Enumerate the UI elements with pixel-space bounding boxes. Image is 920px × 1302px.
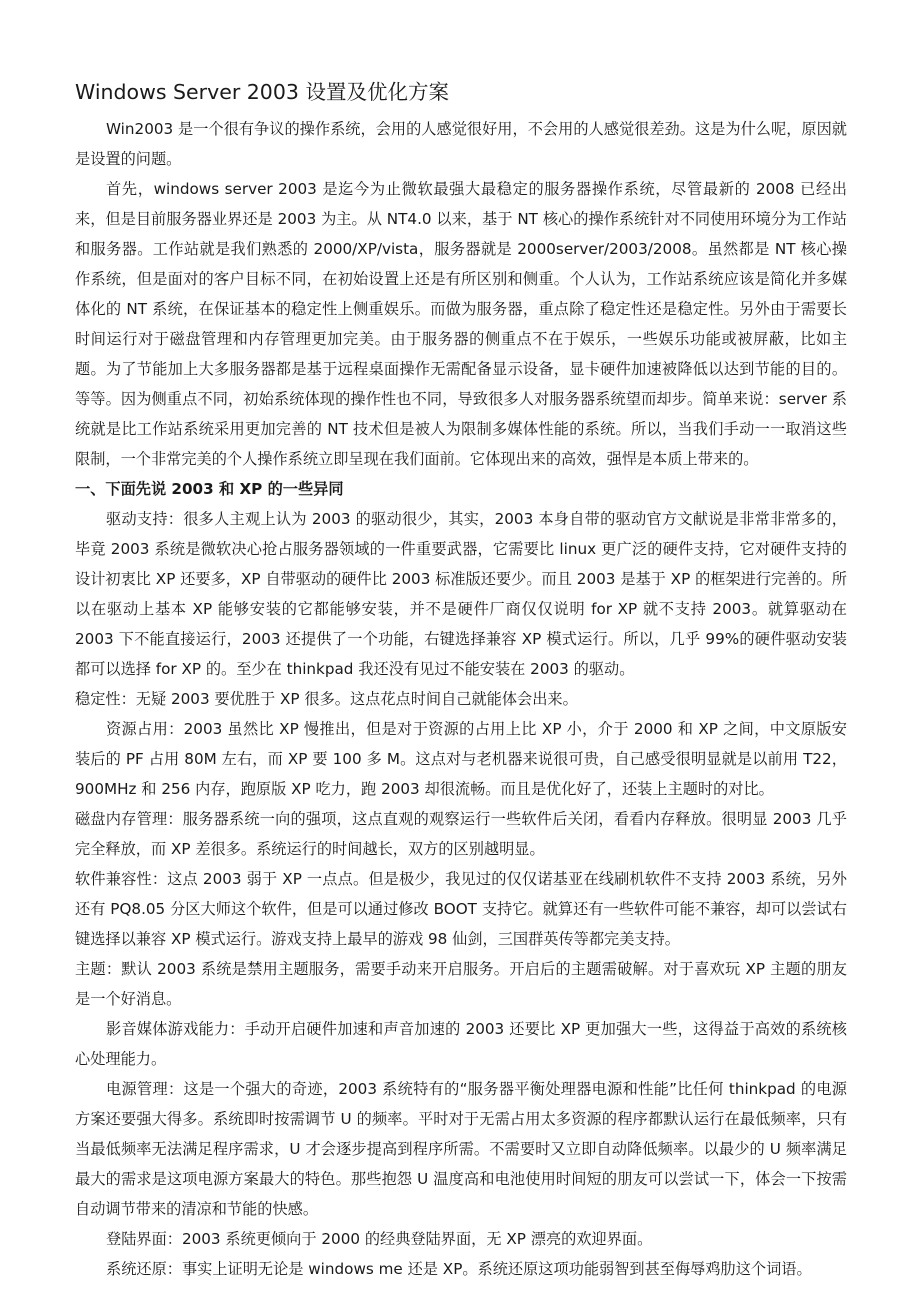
item-system-restore: 系统还原：事实上证明无论是 windows me 还是 XP。系统还原这项功能弱智到甚至侮辱鸡肋这个词语。 [106,1260,812,1278]
overview-paragraph: 首先，windows server 2003 是迄今为止微软最强大最稳定的服务器操作系统，尽管最新的 2008 已经出来，但是目前服务器业界还是 2003 为主。从 NT4.0 以来，基于 NT 核心的操作系统针对不同使用环境分为工作站和服务器。工作站就是我们熟悉的 2000/XP/vista，服务器就是 2000server/2003/2008。虽然都是 NT 核心操作系统，但是面对的客户目标不同，在初始设置上还是有所区别和侧重。个人认为，工作站系统应该是简化并多媒体化的 NT 系统，在保证基本的稳定性上侧重娱乐。而做为服务器，重点除了稳定性还是稳定性。另外由于需要长时间运行对于磁盘管理和内存管理更加完美。由于服务器的侧重点不在于娱乐，一些娱乐功能或被屏蔽，比如主题。为了节能加上大多服务器都是基于远程桌面操作无需配备显示设备，显卡硬件加速被降低以达到节能的目的。等等。因为侧重点不同，初始系统体现的操作性也不同，导致很多人对服务器系统望而却步。简单来说：server 系统就是比工作站系统采用更加完善的 NT 技术但是被人为限制多媒体性能的系统。所以，当我们手动一一取消这些限制，一个非常完美的个人操作系统立即呈现在我们面前。它体现出来的高效，强悍是本质上带来的。 [75,180,847,468]
item-power-management: 电源管理：这是一个强大的奇迹，2003 系统特有的“服务器平衡处理器电源和性能”比任何 thinkpad 的电源方案还要强大得多。系统即时按需调节 U 的频率。平时对于无需占用太多资源的程序都默认运行在最低频率，只有当最低频率无法满足程序需求，U 才会逐步提高到程序所需。不需要时又立即自动降低频率。以最少的 U 频率满足最大的需求是这项电源方案最大的特色。那些抱怨 U 温度高和电池使用时间短的朋友可以尝试一下，体会一下按需自动调节带来的清凉和节能的快感。 [75,1080,847,1218]
item-media-gaming: 影音媒体游戏能力：手动开启硬件加速和声音加速的 2003 还要比 XP 更加强大一些，这得益于高效的系统核心处理能力。 [75,1020,847,1068]
document-title: Windows Server 2003 设置及优化方案 [75,80,449,104]
item-resource-usage: 资源占用：2003 虽然比 XP 慢推出，但是对于资源的占用上比 XP 小，介于 2000 和 XP 之间，中文原版安装后的 PF 占用 80M 左右，而 XP 要 100 多 M。这点对与老机器来说很可贵，自己感受很明显就是以前用 T22，900MHz 和 256 内存，跑原版 XP 吃力，跑 2003 却很流畅。而且是优化好了，还装上主题时的对比。 [75,720,847,798]
item-disk-memory: 磁盘内存管理：服务器系统一向的强项，这点直观的观察运行一些软件后关闭，看看内存释放。很明显 2003 几乎完全释放，而 XP 差很多。系统运行的时间越长，双方的区别越明显。 [75,810,847,858]
item-software-compat: 软件兼容性：这点 2003 弱于 XP 一点点。但是极少，我见过的仅仅诺基亚在线刷机软件不支持 2003 系统，另外还有 PQ8.05 分区大师这个软件，但是可以通过修改 BOOT 支持它。就算还有一些软件可能不兼容，却可以尝试右键选择以兼容 XP 模式运行。游戏支持上最早的游戏 98 仙剑，三国群英传等都完美支持。 [75,870,847,948]
item-stability: 稳定性：无疑 2003 要优胜于 XP 很多。这点花点时间自己就能体会出来。 [75,690,578,708]
section-heading: 一、下面先说 2003 和 XP 的一些异同 [75,480,344,498]
intro-paragraph: Win2003 是一个很有争议的操作系统，会用的人感觉很好用，不会用的人感觉很差劲。这是为什么呢，原因就是设置的问题。 [75,120,847,168]
document-page [75,78,847,1284]
item-themes: 主题：默认 2003 系统是禁用主题服务，需要手动来开启服务。开启后的主题需破解。对于喜欢玩 XP 主题的朋友是一个好消息。 [75,960,847,1008]
item-driver-support: 驱动支持：很多人主观上认为 2003 的驱动很少，其实，2003 本身自带的驱动官方文献说是非常非常多的，毕竟 2003 系统是微软决心抢占服务器领域的一件重要武器，它需要比 linux 更广泛的硬件支持，它对硬件支持的设计初衷比 XP 还要多，XP 自带驱动的硬件比 2003 标准版还要少。而且 2003 是基于 XP 的框架进行完善的。所以在驱动上基本 XP 能够安装的它都能够安装，并不是硬件厂商仅仅说明 for XP 就不支持 2003。就算驱动在 2003 下不能直接运行，2003 还提供了一个功能，右键选择兼容 XP 模式运行。所以，几乎 99%的硬件驱动安装都可以选择 for XP 的。至少在 thinkpad 我还没有见过不能安装在 2003 的驱动。 [75,510,847,678]
item-login-screen: 登陆界面：2003 系统更倾向于 2000 的经典登陆界面，无 XP 漂亮的欢迎界面。 [106,1230,653,1248]
